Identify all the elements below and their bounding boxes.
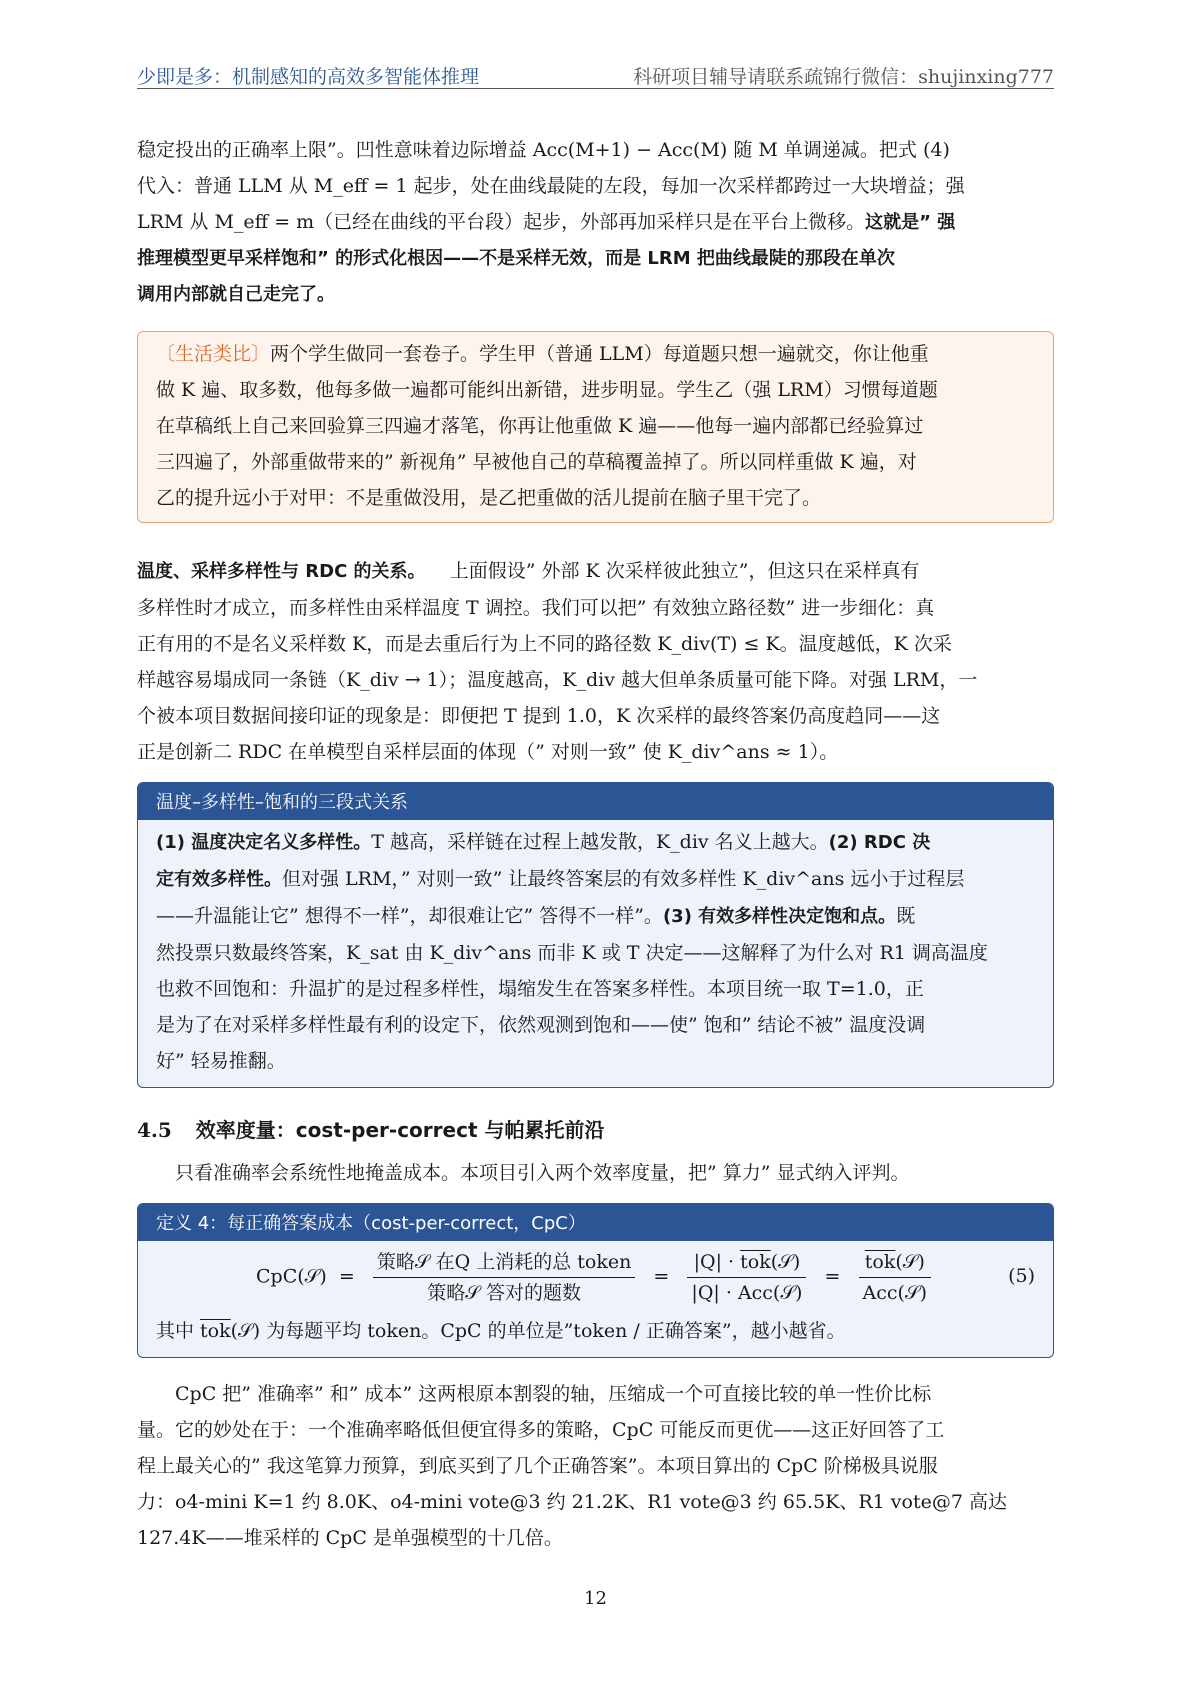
text-line: 也救不回饱和：升温扩的是过程多样性，塌缩发生在答案多样性。本项目统一取 T=1.0，正: [156, 978, 924, 1000]
numerator: 策略𝒮 在Q 上消耗的总 token: [373, 1249, 635, 1278]
denominator: |Q| · Acc(𝒮): [691, 1282, 803, 1304]
analogy-box: [137, 331, 1054, 523]
text-line: 代入：普通 LLM 从 M_eff = 1 起步，处在曲线最陡的左段，每加一次采样都跨过一大块增益；强: [137, 175, 965, 197]
analogy-label: 〔生活类比〕: [156, 343, 271, 365]
text-line: 正有用的不是名义采样数 K，而是去重后行为上不同的路径数 K_div(T) ≤ K。温度越低，K 次采: [137, 633, 952, 655]
text-line: 多样性时才成立，而多样性由采样温度 T 调控。我们可以把” 有效独立路径数” 进一步细化：真: [137, 597, 935, 619]
box-title: 定义 4：每正确答案成本（cost-per-correct，CpC）: [138, 1204, 1053, 1241]
text-span: (𝒮): [895, 1251, 925, 1273]
text-span: $\overline{tok}$: [864, 1251, 896, 1273]
denominator: Acc(𝒮): [862, 1282, 928, 1304]
text-line: 稳定投出的正确率上限”。凹性意味着边际增益 Acc(M+1) − Acc(M) 随 M 单调递减。把式 (4): [137, 139, 950, 161]
definition-note: [156, 1313, 1035, 1349]
text-span: 但对强 LRM，” 对则一致” 让最终答案层的有效多样性 K_div^ans 远小于过程层: [282, 868, 965, 890]
section-heading: [137, 1114, 1054, 1143]
text-line: 在草稿纸上自己来回验算三四遍才落笔，你再让他重做 K 遍——他每一遍内部都已经验算过: [156, 415, 924, 437]
text-line: 好” 轻易推翻。: [156, 1050, 286, 1072]
text-line: 是为了在对采样多样性最有利的设定下，依然观测到饱和——使” 饱和” 结论不被” 温度没调: [156, 1014, 926, 1036]
bold-span: (2) RDC 决: [828, 832, 931, 853]
fraction: [373, 1249, 635, 1306]
fraction: [687, 1249, 806, 1306]
bold-line: 推理模型更早采样饱和” 的形式化根因——不是采样无效，而是 LRM 把曲线最陡的那段在单次: [137, 248, 895, 269]
text-span: $\overline{tok}$: [200, 1320, 231, 1342]
text-line: 乙的提升远小于对甲：不是重做没用，是乙把重做的活儿提前在脑子里干完了。: [156, 487, 822, 509]
denominator: 策略𝒮 答对的题数: [427, 1282, 581, 1304]
text-span: 上面假设” 外部 K 次采样彼此独立”，但这只在采样真有: [449, 560, 920, 582]
paragraph-lead: 温度、采样多样性与 RDC 的关系。: [137, 561, 426, 582]
text-line: 正是创新二 RDC 在单模型自采样层面的体现（” 对则一致” 使 K_div^ans ≈ 1）。: [137, 741, 839, 763]
text-line: 然投票只数最终答案，K_sat 由 K_div^ans 而非 K 或 T 决定——这解释了为什么对 R1 调高温度: [156, 942, 988, 964]
bold-span: (3) 有效多样性决定饱和点。: [662, 906, 897, 927]
text-line: 个被本项目数据间接印证的现象是：即便把 T 提到 1.0，K 次采样的最终答案仍高度趋同——这: [137, 705, 941, 727]
text-span: $\overline{tok}$: [740, 1251, 771, 1273]
numerator: [687, 1249, 806, 1278]
text-line: 做 K 遍、取多数，他每多做一遍都可能纠出新错，进步明显。学生乙（强 LRM）习惯每道题: [156, 379, 938, 401]
paragraph-cpc: [137, 1376, 1054, 1556]
paragraph-intro: 只看准确率会系统性地掩盖成本。本项目引入两个效率度量，把” 算力” 显式纳入评判。: [175, 1162, 910, 1184]
definition-box: [137, 1203, 1054, 1358]
section-title: 效率度量：cost-per-correct 与帕累托前沿: [195, 1118, 605, 1142]
text-line: [137, 553, 1054, 590]
formula: CpC(𝒮) = $\frac{\text{策略𝒮 在Q 上消耗的总 token}}{\text{策略𝒮 答对的题数}}$ = $\frac{|Q| \cdot \overline{tok}(𝒮)}{\text{|Q| · Acc(𝒮)}}$ = $\frac{\overline{tok}(𝒮)}{\text{Acc(𝒮)}}$: [256, 1249, 937, 1306]
text-span: (𝒮) 为每题平均 token。CpC 的单位是”token / 正确答案”，越小越省。: [230, 1320, 846, 1342]
bold-span: 这就是” 强: [865, 212, 956, 233]
header-title: 少即是多：机制感知的高效多智能体推理: [137, 66, 480, 88]
running-header: [137, 56, 1054, 89]
equation-number: (5): [1008, 1265, 1035, 1287]
text-line: [137, 204, 1054, 241]
text-span: 既: [896, 905, 916, 927]
text-line: [156, 336, 1035, 372]
page-number: 12: [584, 1588, 607, 1609]
formula-lhs: CpC(𝒮): [256, 1265, 327, 1288]
text-span: (𝒮): [770, 1251, 801, 1273]
text-span: LRM 从 M_eff = m（已经在曲线的平台段）起步，外部再加采样只是在平台上微移。: [137, 211, 866, 233]
box-title: 温度–多样性–饱和的三段式关系: [138, 783, 1053, 820]
paragraph-saturation: [137, 132, 1054, 313]
text-line: CpC 把” 准确率” 和” 成本” 这两根原本割裂的轴，压缩成一个可直接比较的单一性价比标: [175, 1383, 932, 1405]
numerator: [859, 1249, 932, 1278]
text-span: 两个学生做同一套卷子。学生甲（普通 LLM）每道题只想一遍就交，你让他重: [270, 343, 929, 365]
text-span: |Q| ·: [693, 1251, 741, 1273]
text-line: 样越容易塌成同一条链（K_div → 1）；温度越高，K_div 越大但单条质量可能下降。对强 LRM，一: [137, 669, 978, 691]
equation: [156, 1245, 1035, 1313]
bold-span: (1) 温度决定名义多样性。: [156, 832, 372, 853]
paragraph-temperature: [137, 553, 1054, 770]
relation-box: [137, 782, 1054, 1088]
section-number: 4.5: [137, 1118, 172, 1142]
text-line: [156, 898, 1035, 935]
text-span: 其中: [156, 1320, 201, 1342]
text-line: 127.4K——堆采样的 CpC 是单强模型的十几倍。: [137, 1527, 563, 1549]
text-line: [156, 824, 1035, 861]
bold-span: 定有效多样性。: [156, 869, 282, 890]
page-body: [137, 132, 1054, 1556]
text-line: 程上最关心的” 我这笔算力预算，到底买到了几个正确答案”。本项目算出的 CpC 阶梯极具说服: [137, 1455, 938, 1477]
bold-line: 调用内部就自己走完了。: [137, 284, 335, 305]
box-body: [138, 820, 1053, 1087]
text-line: 三四遍了，外部重做带来的” 新视角” 早被他自己的草稿覆盖掉了。所以同样重做 K 遍，对: [156, 451, 917, 473]
text-line: 力：o4-mini K=1 约 8.0K、o4-mini vote@3 约 21.2K、R1 vote@3 约 65.5K、R1 vote@7 高达: [137, 1491, 1007, 1513]
fraction: [859, 1249, 932, 1306]
text-line: [156, 861, 1035, 898]
header-contact: 科研项目辅导请联系疏锦行微信：shujinxing777: [633, 66, 1054, 88]
box-body: [138, 1241, 1053, 1357]
text-span: T 越高，采样链在过程上越发散，K_div 名义上越大。: [371, 831, 829, 853]
text-line: 量。它的妙处在于：一个准确率略低但便宜得多的策略，CpC 可能反而更优——这正好回答了工: [137, 1419, 945, 1441]
text-span: ——升温能让它” 想得不一样”，却很难让它” 答得不一样”。: [156, 905, 663, 927]
